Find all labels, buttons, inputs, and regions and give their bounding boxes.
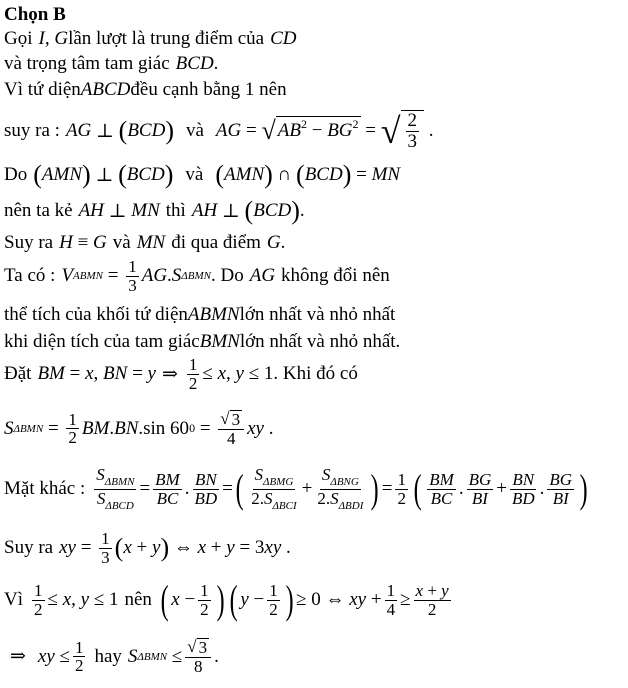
text-line-7-formula: Suy ra H ≡ G và MN đi qua điểm G .	[4, 232, 286, 253]
text-line-1: Gọi I, G lần lượt là trung điểm của CD	[4, 28, 297, 49]
text-line-15-formula: Vì $\frac{1}{2}$ ≤ x , y ≤ 1 nên ( x − $\frac{1}{2}$ ) ( y − $\frac{1}{2}$ ) ≥ 0 ⇔ xy + $\frac{1}{4}$ ≥ $\frac{x + y}{2}$	[4, 577, 449, 622]
solution-heading: Chọn B	[4, 4, 66, 25]
text-line-5-formula: Do ( AMN ) ⊥ ( BCD ) và ( AMN ) ∩ ( BCD ) = MN	[4, 160, 401, 189]
text-line-10: khi diện tích của tam giác BMN lớn nhất và nhỏ nhất.	[4, 331, 401, 352]
text-line-4-formula: suy ra : AG ⊥ ( BCD ) và AG = √ $AB^2 - BG^2$ = √ $\frac{2}{3}$ .	[4, 110, 434, 152]
text-line-13-formula: Mặt khác : $\frac{S_{\Delta BMN}}{S_{\Delta BCD}}$ = $\frac{BM}{BC}$ . $\frac{BN}{BD}$ = ( $\frac{S_{\Delta BMG}}{2.S_{\Delta BCI}}$ + $\frac{S_{\Delta BNG}}{2.S_{\Delta BDI}}$ ) = $\frac{1}{2}$ ( $\frac{BM}{BC}$ . $\frac{BG}{BI}$ + $\frac{BN}{BD}$ . $\frac{BG}{BI}$ )	[4, 465, 588, 512]
text-line-11-formula: Đặt BM = x , BN = y ⇒ $\frac{1}{2}$ ≤ x , y ≤ 1 . Khi đó có	[4, 355, 358, 393]
text-line-8-formula: Ta có : V ABMN = $\frac{1}{3}$ AG . S ΔBMN . Do AG không đổi nên	[4, 257, 390, 295]
text-line-16-formula: ⇒ xy ≤ $\frac{1}{2}$ hay S ΔBMN ≤ √ 3 8 .	[10, 637, 219, 676]
text-line-2: và trọng tâm tam giác BCD .	[4, 53, 219, 74]
text-line-12-formula: S ΔBMN = $\frac{1}{2}$ BM . BN .sin 60 0 = √ 3 4 xy .	[4, 409, 274, 448]
text-line-14-formula: Suy ra xy = $\frac{1}{3}$ ( x + y ) ⇔ x + y = 3 xy .	[4, 529, 291, 567]
text-line-6-formula: nên ta kẻ AH ⊥ MN thì AH ⊥ ( BCD ) .	[4, 196, 305, 225]
text-line-3: Vì tứ diện ABCD đều cạnh bằng 1 nên	[4, 79, 287, 100]
text-line-9: thể tích của khối tứ diện ABMN lớn nhất và nhỏ nhất	[4, 304, 396, 325]
